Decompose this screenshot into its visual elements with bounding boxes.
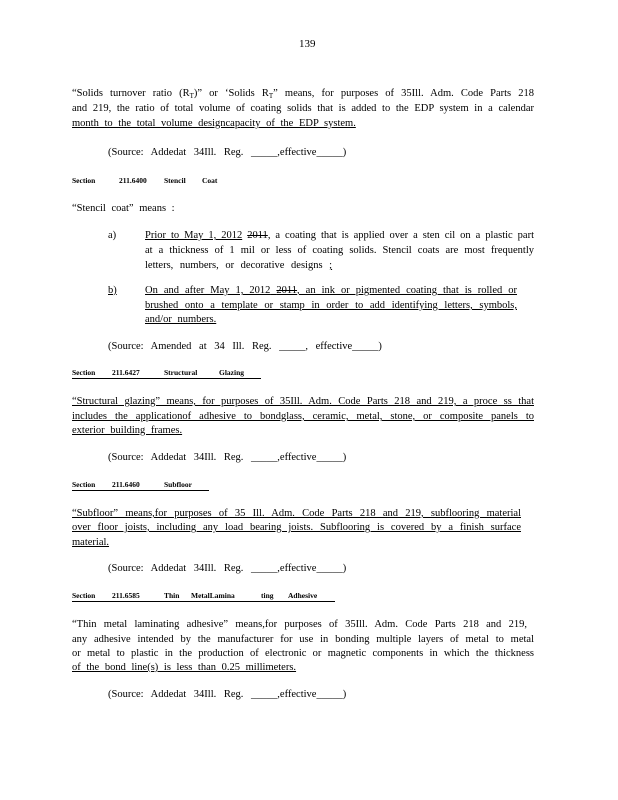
thin-metal-line-1: “Thin metal laminating adhesive” means,for purposes of 35Ill. Adm. Code Parts 218 and 219, [72, 619, 527, 630]
item-b-line-3: and/or numbers. [145, 314, 217, 325]
source-note-2: (Source: Amended at 34 Ill. Reg. _____, effective_____) [108, 341, 382, 352]
item-a-line-2: at a thickness of 1 mil or less of coating solids. Stencil coats are most frequently [145, 245, 534, 256]
structural-glazing-line-2: includes the applicationof adhesive to bondglass, ceramic, metal, stone, or composite panels to [72, 411, 534, 422]
subfloor-line-3: material. [72, 537, 110, 548]
item-b-label: b) [108, 285, 117, 296]
subfloor-line-1: “Subfloor” means,for purposes of 35 Ill. Adm. Code Parts 218 and 219, subflooring material [72, 508, 521, 519]
structural-glazing-line-3: exterior building frames. [72, 425, 183, 436]
section-title-word: Coat [202, 176, 218, 185]
item-a-label: a) [108, 230, 117, 241]
thin-metal-line-4: of the bond line(s) is less than 0.25 millimeters. [72, 662, 297, 673]
section-title-word: Stencil [164, 176, 186, 185]
section-title-word: Thin [164, 591, 180, 600]
structural-glazing-line-1: “Structural glazing” means, for purposes of 35Ill. Adm. Code Parts 218 and 219, a proce ss that [72, 396, 534, 407]
section-heading-211-6585 [72, 591, 335, 602]
section-number: 211.6460 [112, 480, 140, 489]
thin-metal-line-3: or metal to plastic in the production of electronic or magnetic components in which the thickness [72, 648, 534, 659]
stencil-coat-intro: “Stencil coat” means : [72, 203, 175, 214]
subfloor-line-2: over floor joists, including any load bearing joists. Subflooring is covered by a finish surface [72, 522, 521, 533]
section-label: Section [72, 591, 96, 600]
item-a-line-3: letters, numbers, or decorative designs ; [145, 260, 333, 271]
source-note-4: (Source: Addedat 34Ill. Reg. _____,effective_____) [108, 563, 347, 574]
section-heading-211-6427 [72, 368, 261, 379]
section-heading-211-6460 [72, 480, 209, 491]
thin-metal-line-2: any adhesive intended by the manufacturer for use in bonding multiple layers of metal to metal [72, 634, 534, 645]
section-number: 211.6585 [112, 591, 140, 600]
section-label: Section [72, 176, 96, 185]
item-b-line-1: On and after May 1, 2012 2011, an ink or pigmented coating that is rolled or [145, 285, 518, 296]
section-label: Section [72, 480, 96, 489]
section-title-word: Adhesive [288, 591, 318, 600]
page-number: 139 [299, 38, 316, 50]
source-note-5: (Source: Addedat 34Ill. Reg. _____,effective_____) [108, 689, 347, 700]
source-note-3: (Source: Addedat 34Ill. Reg. _____,effective_____) [108, 452, 347, 463]
item-b-line-2: brushed onto a template or stamp in order to add identifying letters, symbols, [145, 300, 517, 311]
source-note-1: (Source: Addedat 34Ill. Reg. _____,effective_____) [108, 147, 347, 158]
section-title-word: MetalLamina [191, 591, 235, 600]
section-title-word: Subfloor [164, 480, 192, 489]
section-label: Section [72, 368, 96, 377]
solids-turnover-line-2: and 219, the ratio of total volume of coating solids that is added to the EDP system in a calendar [72, 103, 534, 114]
section-number: 211.6427 [112, 368, 140, 377]
solids-turnover-line-3: month to the total volume designcapacity of the EDP system. [72, 118, 356, 129]
section-title-word: Structural [164, 368, 198, 377]
solids-turnover-line-1: “Solids turnover ratio $(R_T)$” or ‘Solids $R_T$” means, for purposes of 35Ill. Adm. Code Parts 218 [72, 88, 534, 100]
section-number: 211.6400 [119, 176, 147, 185]
section-title-word: ting [261, 591, 274, 600]
item-a-line-1: Prior to May 1, 2012 2011, a coating that is applied over a sten cil on a plastic part [145, 230, 534, 241]
section-title-word: Glazing [219, 368, 245, 377]
